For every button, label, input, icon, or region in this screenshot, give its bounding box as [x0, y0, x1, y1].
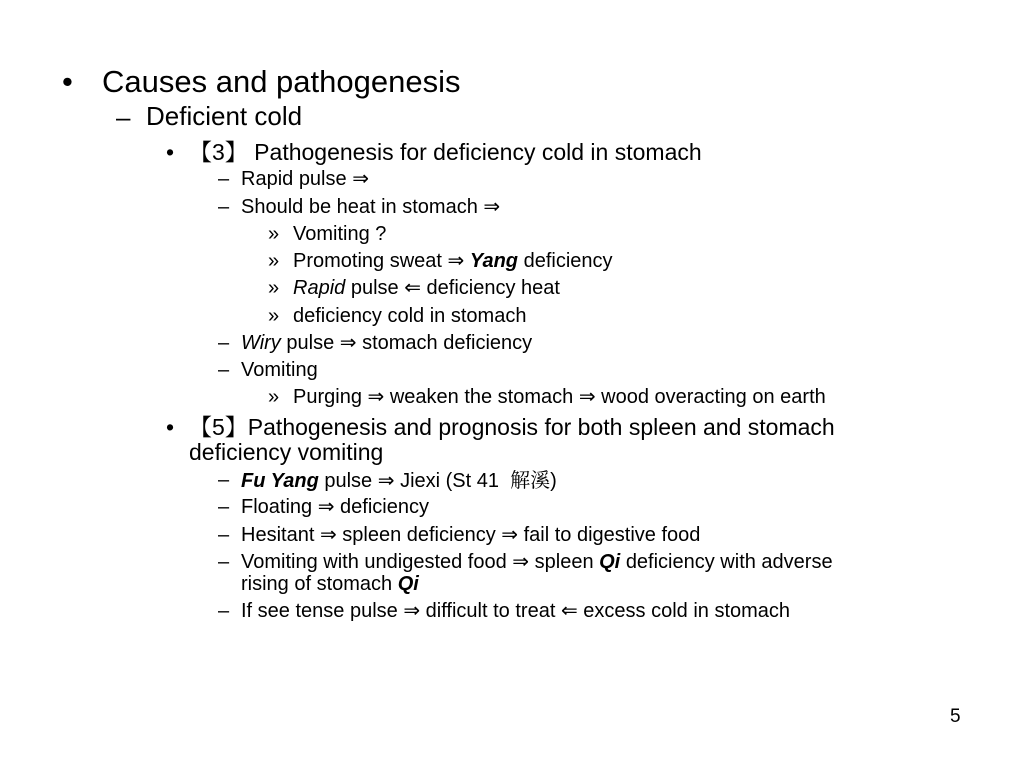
right-arrow-icon: ⇒ [319, 524, 337, 546]
right-arrow-icon: ⇒ [501, 524, 519, 546]
list-item: Vomiting [241, 359, 318, 381]
list-item: If see tense pulse ⇒ difficult to treat ⇐ excess cold in stomach [241, 600, 791, 622]
right-arrow-icon: ⇒ [403, 600, 421, 622]
chevron-marker: » [268, 277, 280, 299]
chevron-marker: » [268, 305, 280, 327]
list-item: Vomiting with undigested food ⇒ spleen Qi deficiency with adverse [241, 551, 833, 573]
list-item: Should be heat in stomach ⇒ [241, 196, 501, 218]
list-item: Rapid pulse ⇒ [241, 168, 369, 190]
list-item: Wiry pulse ⇒ stomach deficiency [241, 332, 533, 354]
right-arrow-icon: ⇒ [377, 470, 395, 492]
dash-marker: – [218, 600, 230, 622]
slide-subheading: Deficient cold [146, 101, 303, 131]
bullet-marker: • [166, 139, 175, 165]
list-item: Floating ⇒ deficiency [241, 496, 429, 518]
list-item: Rapid pulse ⇐ deficiency heat [293, 277, 560, 299]
bullet-marker: • [166, 414, 175, 440]
list-item-continued: rising of stomach Qi [241, 573, 419, 595]
page-number: 5 [950, 706, 961, 727]
dash-marker: – [218, 524, 230, 546]
list-item: Promoting sweat ⇒ Yang deficiency [293, 250, 613, 272]
right-arrow-icon: ⇒ [483, 196, 501, 218]
bullet-marker: • [62, 64, 73, 99]
chevron-marker: » [268, 386, 280, 408]
dash-marker: – [218, 551, 230, 573]
right-arrow-icon: ⇒ [447, 250, 465, 272]
dash-marker: – [116, 102, 131, 132]
section5-title-continued: deficiency vomiting [189, 439, 384, 465]
dash-marker: – [218, 168, 230, 190]
right-arrow-icon: ⇒ [317, 496, 335, 518]
list-item: deficiency cold in stomach [293, 305, 527, 327]
right-arrow-icon: ⇒ [339, 332, 357, 354]
section5-title: 【5】Pathogenesis and prognosis for both spleen and stomach [189, 414, 835, 440]
dash-marker: – [218, 496, 230, 518]
dash-marker: – [218, 332, 230, 354]
right-arrow-icon: ⇒ [512, 551, 530, 573]
list-item: Purging ⇒ weaken the stomach ⇒ wood overacting on earth [293, 386, 826, 408]
right-arrow-icon: ⇒ [578, 386, 596, 408]
list-item: Fu Yang pulse ⇒ Jiexi (St 41 解溪) [241, 468, 557, 492]
dash-marker: – [218, 196, 230, 218]
dash-marker: – [218, 469, 230, 491]
chevron-marker: » [268, 223, 280, 245]
right-arrow-icon: ⇒ [352, 168, 369, 190]
dash-marker: – [218, 359, 230, 381]
left-arrow-icon: ⇐ [560, 600, 578, 622]
section3-title: 【3】 Pathogenesis for deficiency cold in stomach [189, 139, 702, 165]
list-item: Hesitant ⇒ spleen deficiency ⇒ fail to digestive food [241, 524, 701, 546]
right-arrow-icon: ⇒ [367, 386, 385, 408]
chevron-marker: » [268, 250, 280, 272]
list-item: Vomiting ? [293, 223, 387, 245]
slide-heading: Causes and pathogenesis [102, 64, 461, 99]
left-arrow-icon: ⇐ [404, 277, 421, 299]
